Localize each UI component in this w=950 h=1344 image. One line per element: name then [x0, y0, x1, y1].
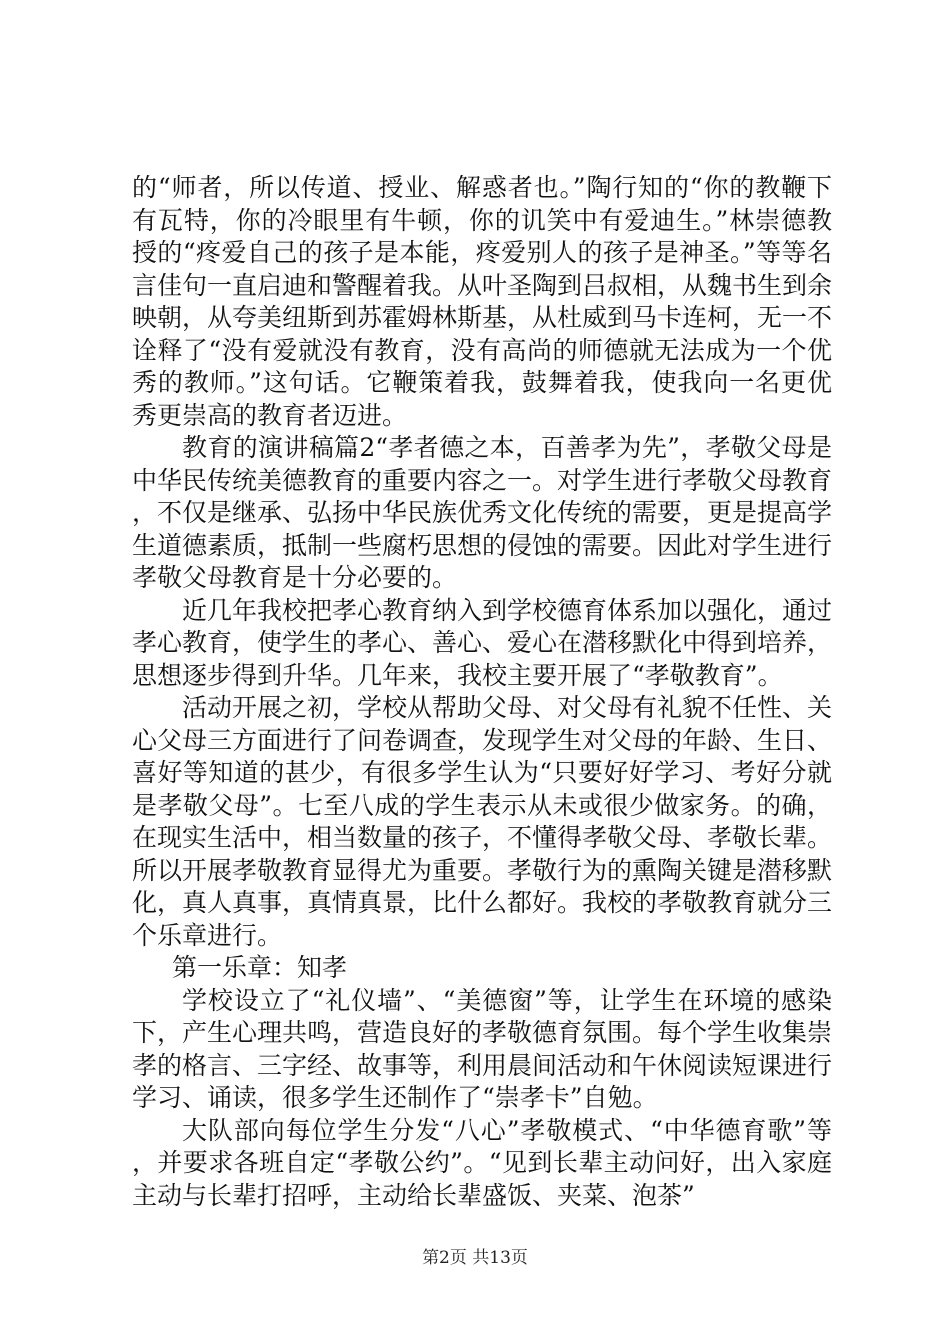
paragraph-brigade: 大队部向每位学生分发“八心”孝敬模式、“中华德育歌”等，并要求各班自定“孝敬公约”。“见到长辈主动问好，出入家庭主动与长辈打招呼，主动给长辈盛饭、夹菜、泡茶”: [132, 1115, 832, 1210]
section-heading-first-movement: 第一乐章：知孝: [172, 953, 348, 982]
page-number-footer: 第2页 共13页: [422, 1248, 528, 1268]
paragraph-environment: 学校设立了“礼仪墙”、“美德窗”等，让学生在环境的感染下，产生心理共鸣，营造良好的孝敬德育氛围。每个学生收集崇孝的格言、三字经、故事等，利用晨间活动和午休阅读短课进行学习、诵读，很多学生还制作了“崇孝卡”自勉。: [132, 985, 833, 1112]
paragraph-speech-intro: 教育的演讲稿篇2“孝者德之本，百善孝为先”，孝敬父母是中华民传统美德教育的重要内容之一。对学生进行孝敬父母教育，不仅是继承、弘扬中华民族优秀文化传统的需要，更是提高学生道德素质，抵制一些腐朽思想的侵蚀的需要。因此对学生进行孝敬父母教育是十分必要的。: [132, 433, 833, 592]
paragraph-school-practice: 近几年我校把孝心教育纳入到学校德育体系加以强化，通过孝心教育，使学生的孝心、善心、爱心在潜移默化中得到培养，思想逐步得到升华。几年来，我校主要开展了“孝敬教育”。: [132, 595, 833, 690]
document-body: [132, 172, 832, 1212]
paragraph-survey: 活动开展之初，学校从帮助父母、对父母有礼貌不任性、关心父母三方面进行了问卷调查，发现学生对父母的年龄、生日、喜好等知道的甚少，有很多学生认为“只要好好学习、考好分就是孝敬父母”。七至八成的学生表示从未或很少做家务。的确，在现实生活中，相当数量的孩子，不懂得孝敬父母、孝敬长辈。所以开展孝敬教育显得尤为重要。孝敬行为的熏陶关键是潜移默化，真人真事，真情真景，比什么都好。我校的孝敬教育就分三个乐章进行。: [132, 693, 833, 950]
paragraph-continuation: 的“师者，所以传道、授业、解惑者也。”陶行知的“你的教鞭下有瓦特，你的冷眼里有牛顿，你的讥笑中有爱迪生。”林崇德教授的“疼爱自己的孩子是本能，疼爱别人的孩子是神圣。”等等名言佳句一直启迪和警醒着我。从叶圣陶到吕叔相，从魏书生到余映朝，从夸美纽斯到苏霍姆林斯基，从杜威到马卡连柯，无一不诠释了“没有爱就没有教育，没有高尚的师德就无法成为一个优秀的教师。”这句话。它鞭策着我，鼓舞着我，使我向一名更优秀更崇高的教育者迈进。: [132, 173, 833, 430]
